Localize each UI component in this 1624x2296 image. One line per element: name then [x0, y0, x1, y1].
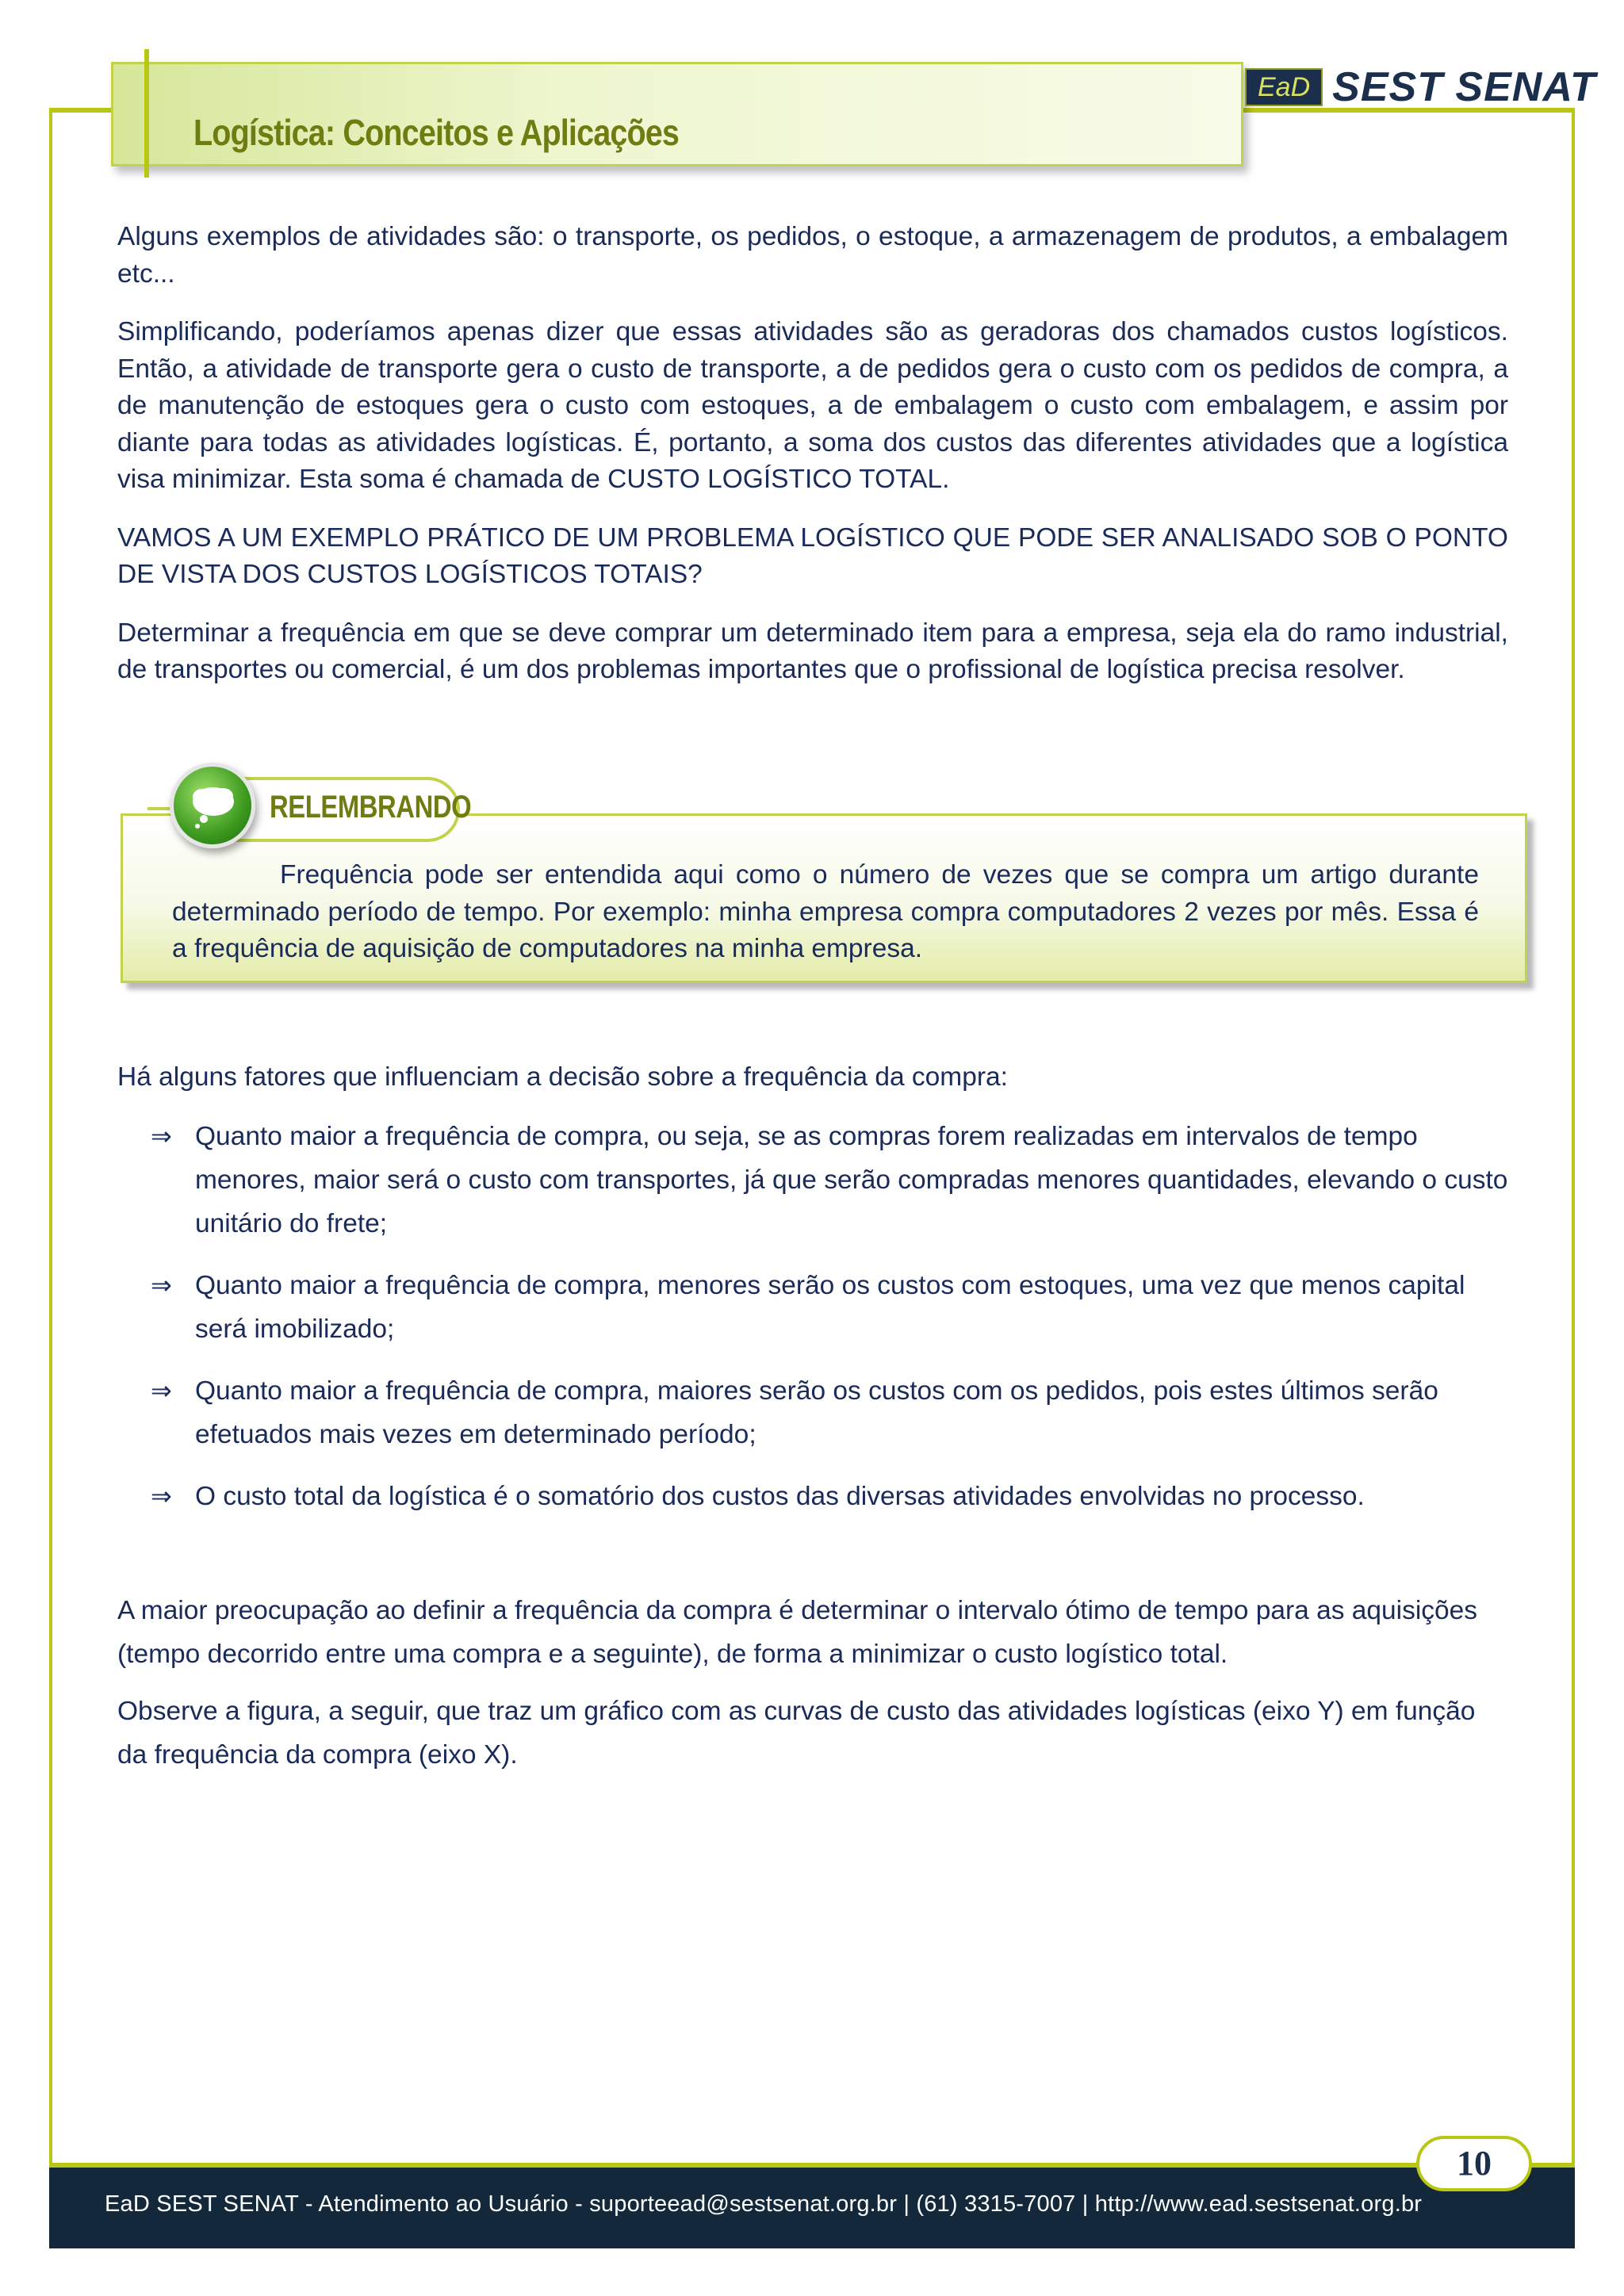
arrow-right-icon: ⇒ [151, 1376, 172, 1405]
paragraph: Alguns exemplos de atividades são: o transporte, os pedidos, o estoque, a armazenagem de produtos, a embalagem etc... [117, 222, 1508, 289]
paragraph: Determinar a frequência em que se deve comprar um determinado item para a empresa, seja ela do ramo industrial, de transportes ou comercial, é um dos problemas importantes que o profissional de logística precisa resolver. [117, 618, 1508, 684]
list-item-text: O custo total da logística é o somatório dos custos das diversas atividades envolvidas no processo. [195, 1482, 1365, 1511]
arrow-right-icon: ⇒ [151, 1482, 172, 1510]
arrow-right-icon: ⇒ [151, 1122, 172, 1150]
arrow-right-icon: ⇒ [151, 1271, 172, 1299]
list-item-text: Quanto maior a frequência de compra, menores serão os custos com estoques, uma vez que menos capital será imobilizado; [195, 1271, 1465, 1344]
sest-senat-logo [1245, 64, 1596, 110]
paragraph: Simplificando, poderíamos apenas dizer que essas atividades são as geradoras dos chamados custos logísticos. Então, a atividade de transporte gera o custo de transporte, a de pedidos gera o custo com os pedidos de compra, a de manutenção de estoques gera o custo com estoques, a de embalagem o custo com embalagem, e assim por diante para todas as atividades logísticas. É, portanto, a soma dos custos das diferentes atividades que a logística visa minimizar. Esta soma é chamada de CUSTO LOGÍSTICO TOTAL. [117, 317, 1508, 494]
body-content [117, 219, 1508, 710]
logo-ead-badge: EaD [1245, 68, 1323, 106]
paragraph-question: VAMOS A UM EXEMPLO PRÁTICO DE UM PROBLEMA LOGÍSTICO QUE PODE SER ANALISADO SOB O PONTO DE VISTA DOS CUSTOS LOGÍSTICOS TOTAIS? [117, 522, 1508, 589]
factors-section [117, 1059, 1508, 1536]
footer-bar [49, 2168, 1575, 2248]
list-item [151, 1115, 1508, 1246]
list-item [151, 1475, 1508, 1518]
factors-intro: Há alguns fatores que influenciam a decisão sobre a frequência da compra: [117, 1062, 1008, 1092]
page-number: 10 [1416, 2136, 1532, 2191]
reminder-text: Frequência pode ser entendida aqui como o número de vezes que se compra um artigo durante determinado período de tempo. Por exemplo: minha empresa compra computadores 2 vezes por mês. Essa é a frequência de aquisição de computadores na minha empresa. [172, 860, 1479, 963]
list-item-text: Quanto maior a frequência de compra, ou seja, se as compras forem realizadas em intervalos de tempo menores, maior será o custo com transportes, já que serão compradas menores quantidades, elevando o custo unitário do frete; [195, 1122, 1508, 1238]
logo-name: SEST SENAT [1332, 64, 1596, 110]
paragraph: A maior preocupação ao definir a frequência da compra é determinar o intervalo ótimo de tempo para as aquisições (tempo decorrido entre uma compra e a seguinte), de forma a minimizar o custo logístico total. [117, 1596, 1478, 1669]
list-item-text: Quanto maior a frequência de compra, maiores serão os custos com os pedidos, pois estes últimos serão efetuados mais vezes em determinado período; [195, 1376, 1438, 1449]
list-item [151, 1264, 1508, 1351]
header-divider [144, 49, 149, 178]
footer-contact-text: EaD SEST SENAT - Atendimento ao Usuário - suporteead@sestsenat.org.br | (61) 3315-7007 | http://www.ead.sestsenat.org.br [105, 2191, 1423, 2217]
thought-bubble-icon [170, 763, 255, 848]
page-title: Logística: Conceitos e Aplicações [193, 112, 680, 153]
closing-section [117, 1589, 1508, 1790]
list-item [151, 1369, 1508, 1456]
reminder-label: RELEMBRANDO [270, 790, 472, 825]
paragraph: Observe a figura, a seguir, que traz um gráfico com as curvas de custo das atividades logísticas (eixo Y) em função da frequência da compra (eixo X). [117, 1697, 1476, 1770]
